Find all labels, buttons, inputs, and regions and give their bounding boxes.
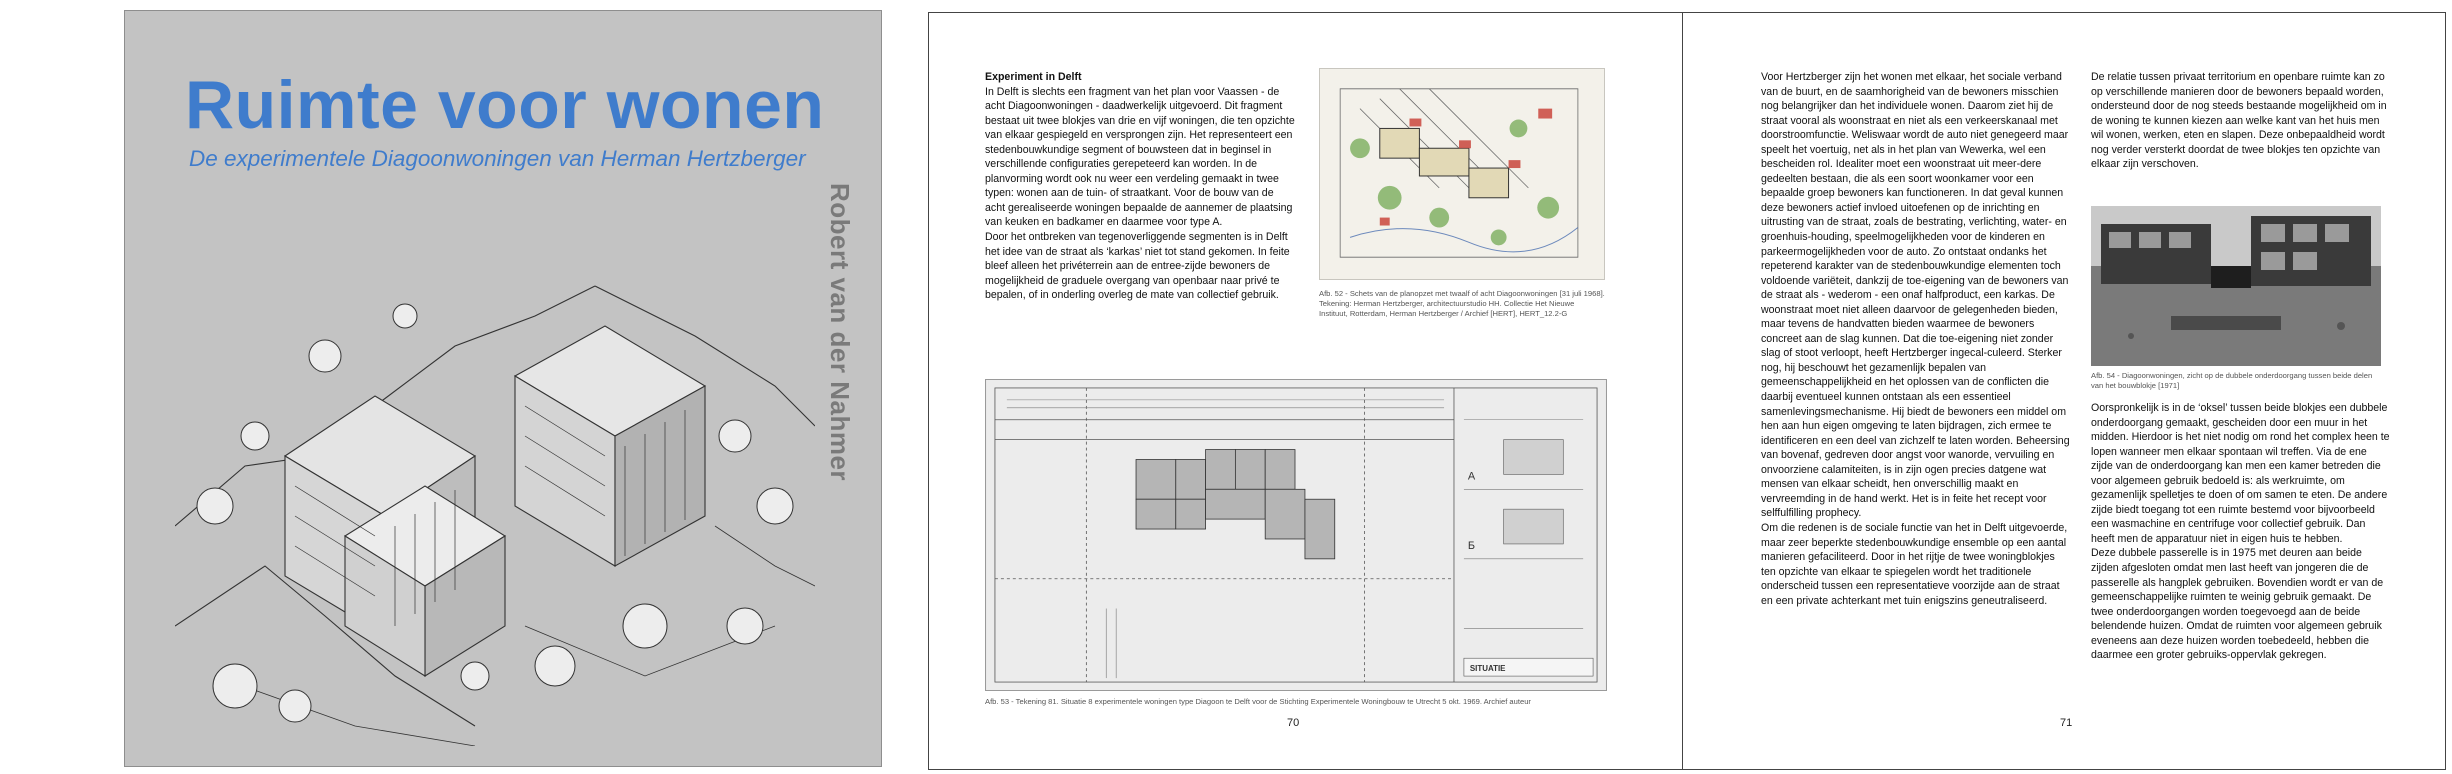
right-page-column-2a: De relatie tussen privaat territorium en openbare ruimte kan zo op verschillende manieren door de bewoners bepaald worden, ondersteund door de nog steeds bestaande mogelijkheid om in de woning te kunnen kiezen aan welke kant van het huis men wil wonen, werken, eten en slapen. Deze onbepaaldheid wordt nog verder versterkt doordat de twee blokjes ten opzichte van elkaar zijn verschoven.	[2091, 71, 2387, 171]
right-col2-paragraph-2: Deze dubbele passerelle is in 1975 met deuren aan beide zijden afgesloten omdat men last heeft van jongeren die de passerelle als hangplek gebruiken. Bovendien wordt er van de gemeenschappelijke ruimten te weinig gebruik gemaakt. De twee onderdoorgangen worden toegevoegd aan de beide belendende huizen. Omdat de ruimten voor algemeen gebruik eveneens aan deze huizen worden toebedeeld, hebben die daarmee een groter gebruiks-oppervlak gekregen.	[2091, 547, 2384, 662]
plan-label-b: Б	[1467, 539, 1476, 552]
cover-title: Ruimte voor wonen	[185, 67, 825, 143]
book-spread	[928, 12, 2446, 770]
left-paragraph-1: In Delft is slechts een fragment van het plan voor Vaassen - de acht Diagoonwoningen - daadwerkelijk uitgevoerd. Dit fragment bestaat uit twee blokjes van drie en vijf woningen, die ten opzichte van elkaar gespiegeld en versprongen zijn. Het representeert een stedenbouwkundige segment of bouwsteen dat in beginsel in verschillende configuraties gerepeteerd kan worden. In de planvorming wordt ook nu weer een verdeling gemaakt in twee typen: wonen aan de tuin- of straatkant. Voor de bouw van de acht gerealiseerde woningen bepaalde de aannemer de plaatsing van keuken en badkamer en daarmee voor type A.	[985, 85, 1295, 229]
plan-label-situatie: SITUATIE	[1469, 664, 1506, 674]
right-col2-paragraph-1: Oorspronkelijk is in de ‘oksel’ tussen beide blokjes een dubbele onderdoorgang gemaakt, gescheiden door een muur in het midden. Hierdoor is het niet nodig om rond het complex heen te lopen wanneer men elkaar spontaan wil treffen. Via de ene zijde van de onderdoorgang kan men een kamer betreden die voor algemeen gebruik bedoeld is: als werkruimte, om gezamenlijk spelletjes te doen of om samen te eten. De andere zijde biedt toegang tot een ruimte bestemd voor bijvoorbeeld een wasmachine en centrifuge voor collectief gebruik. Dan heeft men de apparatuur niet in eigen huis te hebben.	[2091, 402, 2390, 545]
cover-subtitle: De experimentele Diagoonwoningen van Herman Hertzberger	[189, 146, 806, 171]
page-spine	[1682, 13, 1683, 769]
page-number-left: 70	[1287, 717, 1300, 729]
photo-caption: Afb. 54 - Diagoonwoningen, zicht op de dubbele onderdoorgang tussen beide delen van het bouwblokje [1971]	[2091, 371, 2373, 391]
technical-drawing-situatie	[985, 379, 1607, 691]
sketch-caption: Afb. 52 - Schets van de planopzet met twaalf of acht Diagoonwoningen [31 juli 1968]. Tekening: Herman Hertzberger, architectuurstudio HH. Collectie Het Nieuwe Instituut, Rotterdam, Herman Hertzberger / Archief [HERT], HERT_12.2-G	[1319, 289, 1605, 319]
section-heading: Experiment in Delft	[985, 71, 1082, 83]
plan-label-a: A	[1467, 470, 1476, 483]
left-page-text	[985, 70, 1295, 303]
right-col1-paragraph-1: Voor Hertzberger zijn het wonen met elkaar, het sociale verband van de buurt, en de saamhorigheid van de bewoners misschien nog belangrijker dan het individuele wonen. Daarom ziet hij de straat vooral als woonstraat en niet als een verkeerskanaal met doorstroomfunctie. Weliswaar wordt de auto niet genegeerd maar speelt het voertuig, net als in het plan van Wewerka, wel een bescheiden rol. Idealiter moet een woonstraat uit meer-dere gedeelten bestaan, die als een soort woonkamer voor een bepaalde groep bewoners kan functioneren. In dat geval kunnen deze bewoners actief invloed uitoefenen op de inrichting en uitrusting van de straat, zoals de bestrating, verlichting, water- en groenhuis-houding, speelmogelijkheden voor de kinderen en parkeermogelijkheden voor de auto. Zo ontstaat ondanks het repeterend karakter van de stedenbouwkundige elementen toch voldoende variëteit, dankzij de toe-eigening van de bewoners van de straat als - wederom - een onaf halfproduct, een karkas. De woonstraat moet niet alleen daarvoor de gelegenheden bieden, maar tevens de handvatten bieden waarmee de bewoners concreet aan de slag kunnen. Dat die toe-eigening niet zonder slag of stoot verloopt, heeft Hertzberger ingecal-culeerd. Sterker nog, hij beschouwt het gezamenlijk bepalen van gemeenschappelijkheid en het oplossen van de conflicten die daarbij eventueel kunnen ontstaan als een essentieel samenlevingsmechanisme. Hij biedt de bewoners een middel om hen aan hun eigen omgeving te laten bijdragen, zich ermee te identificeren en een deel van zichzelf te laten worden. Beheersing van bovenaf, gedreven door angst voor wanorde, vervuiling en onvoorziene calamiteiten, is in zijn ogen precies datgene wat mensen van elkaar scheidt, hen onverschillig maakt en vervreemding in de hand werkt. Het is in feite het recept voor selffulfilling prophecy.	[1761, 71, 2070, 520]
left-paragraph-2: Door het ontbreken van tegenoverliggende segmenten is in Delft het idee van de straat als ‘karkas’ niet tot stand gekomen. In feite bleef alleen het privéterrein aan de entree-zijde bewoners de mogelijkheid de graduele overgang van openbaar naar privé te bepalen, of in onderling overleg de mate van collectief gebruik.	[985, 231, 1290, 302]
cover-isometric-drawing	[175, 206, 815, 746]
cover-author: Robert van der Nahmer	[825, 183, 855, 482]
page-number-right: 71	[2060, 717, 2073, 729]
plan-caption: Afb. 53 - Tekening 81. Situatie 8 experimentele woningen type Diagoon te Delft voor de Stichting Experimentele Woningbouw te Utrecht 5 okt. 1969. Archief auteur	[985, 697, 1531, 706]
right-page-column-1	[1761, 70, 2071, 608]
book-cover	[124, 10, 882, 767]
site-plan-sketch-image	[1319, 68, 1605, 280]
diagoon-photo	[2091, 206, 2381, 366]
right-page-column-2b	[2091, 401, 2391, 663]
right-col1-paragraph-2: Om die redenen is de sociale functie van het in Delft uitgevoerde, maar zeer beperkte stedenbouwkundige ensemble op een aantal manieren gefaciliteerd. Door in het rijtje de twee woningblokjes ten opzichte van elkaar te spiegelen wordt het traditionele onderscheid tussen een representatieve voorzijde aan de straat en een private achterkant met tuin enigszins geneutraliseerd.	[1761, 521, 2068, 607]
